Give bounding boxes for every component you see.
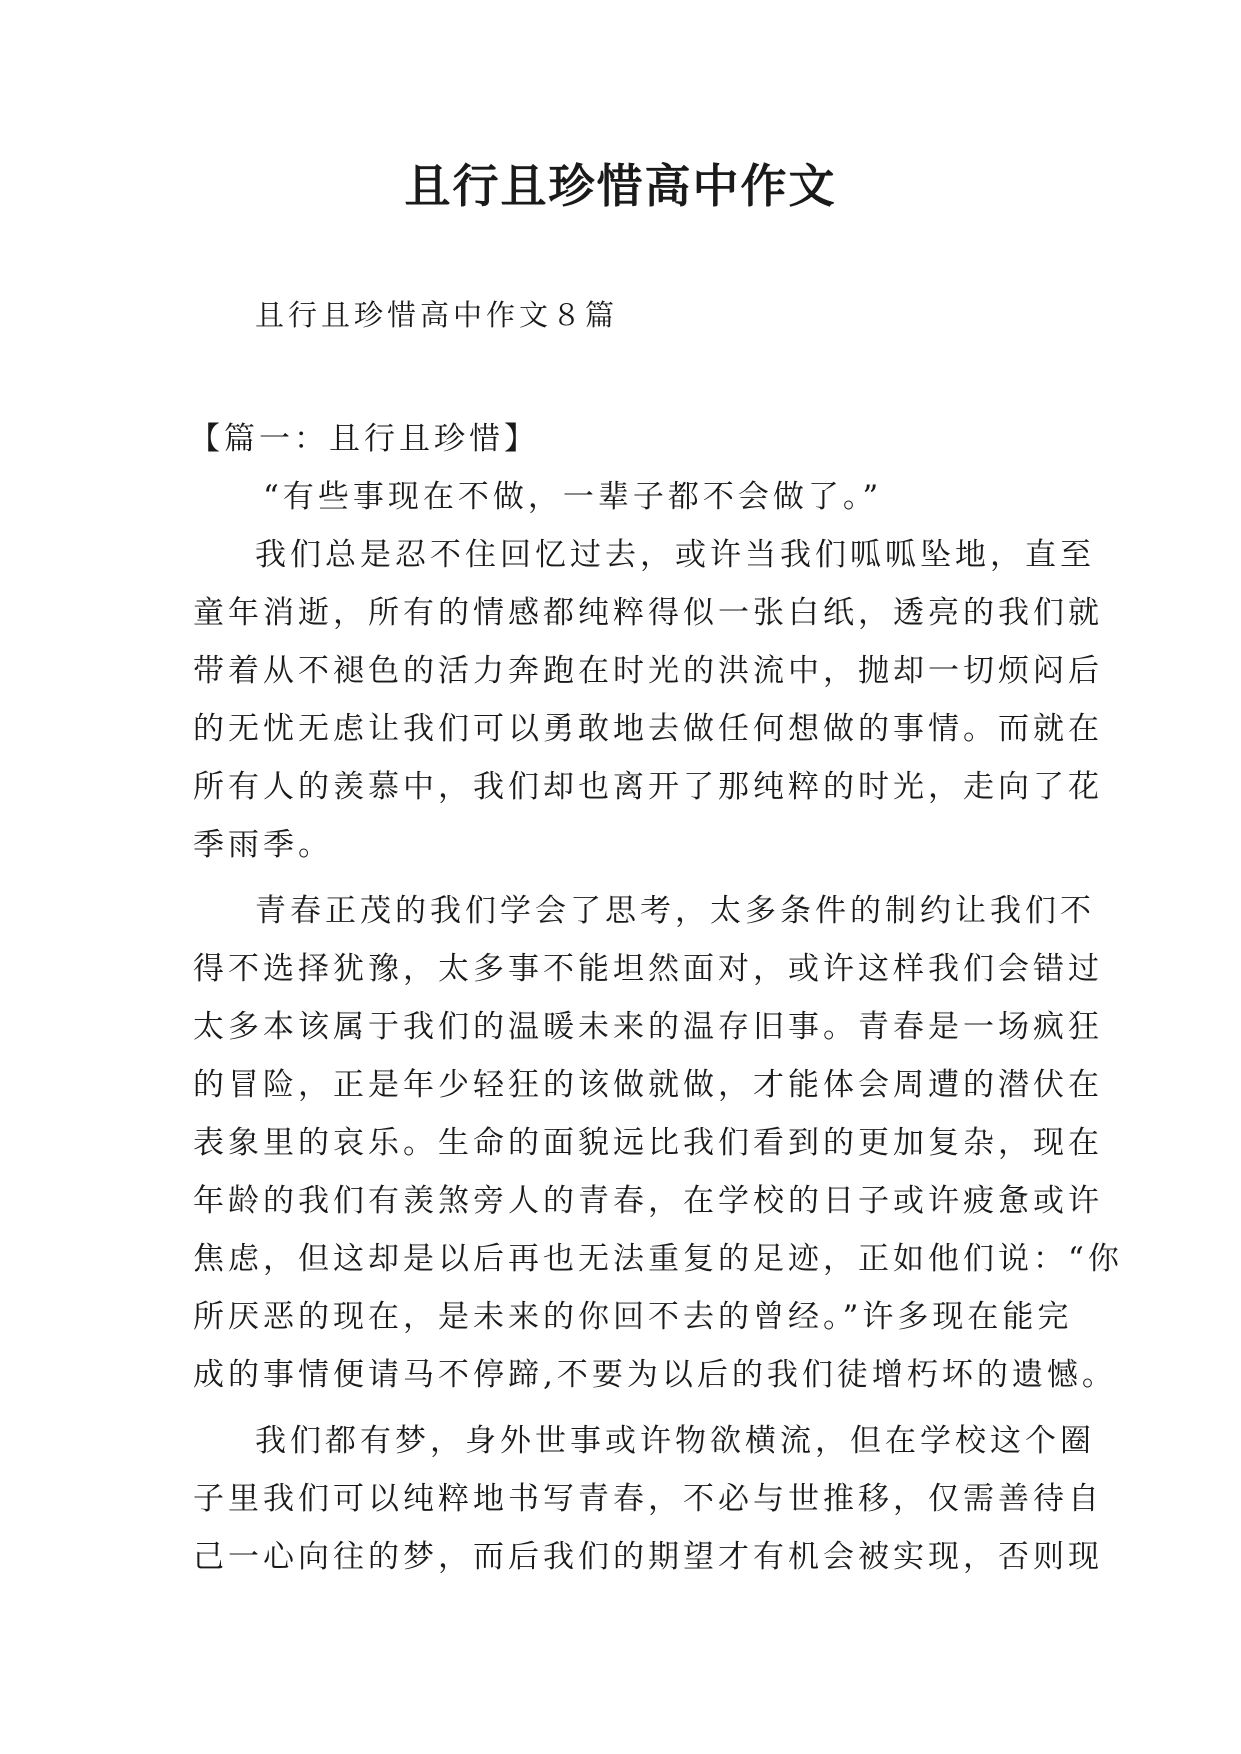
paragraph-line: 成的事情便请马不停蹄,不要为以后的我们徒增朽坏的遗憾。 (193, 1357, 1117, 1393)
paragraph-1 (193, 526, 1103, 874)
paragraph-line: 的无忧无虑让我们可以勇敢地去做任何想做的事情。而就在 (193, 711, 1103, 747)
paragraph-line: 得不选择犹豫，太多事不能坦然面对，或许这样我们会错过 (193, 951, 1103, 987)
paragraph-line: 带着从不褪色的活力奔跑在时光的洪流中，抛却一切烦闷后 (193, 653, 1103, 689)
paragraph-line: 所厌恶的现在，是未来的你回不去的曾经。”许多现在能完 (193, 1299, 1073, 1335)
paragraph-line: 己一心向往的梦，而后我们的期望才有机会被实现，否则现 (193, 1539, 1103, 1575)
paragraph-line: 太多本该属于我们的温暖未来的温存旧事。青春是一场疯狂 (193, 1009, 1103, 1045)
paragraph-line: 所有人的羡慕中，我们却也离开了那纯粹的时光，走向了花 (193, 769, 1103, 805)
document-subtitle: 且行且珍惜高中作文８篇 (255, 298, 619, 332)
paragraph-line: 子里我们可以纯粹地书写青春，不必与世推移，仅需善待自 (193, 1481, 1103, 1517)
paragraph-line: 我们总是忍不住回忆过去，或许当我们呱呱坠地，直至 (255, 537, 1095, 573)
paragraph-3 (193, 1412, 1103, 1586)
paragraph-line: 童年消逝，所有的情感都纯粹得似一张白纸，透亮的我们就 (193, 595, 1103, 631)
paragraph-line: 年龄的我们有羡煞旁人的青春，在学校的日子或许疲惫或许 (193, 1183, 1103, 1219)
paragraph-line: 青春正茂的我们学会了思考，太多条件的制约让我们不 (255, 893, 1095, 929)
section-heading: 【篇一：且行且珍惜】 (189, 421, 539, 457)
paragraph-line: 焦虑，但这却是以后再也无法重复的足迹，正如他们说：“你 (193, 1241, 1123, 1277)
opening-quote: “有些事现在不做，一辈子都不会做了。” (263, 479, 883, 515)
paragraph-line: 我们都有梦，身外世事或许物欲横流，但在学校这个圈 (255, 1423, 1095, 1459)
paragraph-line: 季雨季。 (193, 827, 333, 863)
paragraph-2 (193, 882, 1123, 1404)
document-body (189, 410, 1123, 1586)
paragraph-line: 表象里的哀乐。生命的面貌远比我们看到的更加复杂，现在 (193, 1125, 1103, 1161)
paragraph-line: 的冒险，正是年少轻狂的该做就做，才能体会周遭的潜伏在 (193, 1067, 1103, 1103)
document-title: 且行且珍惜高中作文 (404, 159, 837, 213)
